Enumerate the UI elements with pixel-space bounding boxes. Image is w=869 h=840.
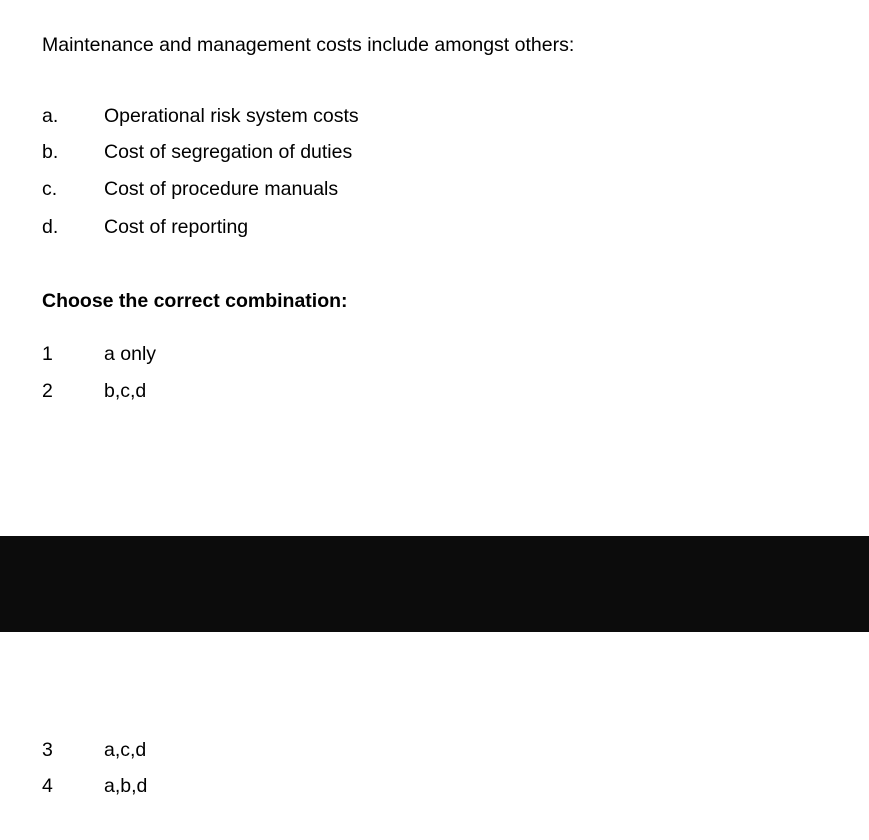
- statement-letter: d.: [42, 216, 59, 238]
- instruction-heading: Choose the correct combination:: [42, 290, 348, 312]
- redaction-band: [0, 536, 869, 632]
- statement-text: Cost of procedure manuals: [104, 178, 339, 200]
- statement-letter: b.: [42, 141, 59, 163]
- statement-text: Cost of segregation of duties: [104, 141, 353, 163]
- option-text: a,b,d: [104, 775, 148, 797]
- option-text: b,c,d: [104, 380, 147, 402]
- option-text: a,c,d: [104, 739, 147, 761]
- option-number: 4: [42, 775, 53, 797]
- option-number: 3: [42, 739, 53, 761]
- statement-text: Operational risk system costs: [104, 105, 359, 127]
- question-stem: Maintenance and management costs include amongst others:: [42, 34, 575, 56]
- statement-text: Cost of reporting: [104, 216, 249, 238]
- option-text: a only: [104, 343, 157, 365]
- statement-letter: c.: [42, 178, 58, 200]
- option-number: 1: [42, 343, 53, 365]
- statement-letter: a.: [42, 105, 59, 127]
- option-number: 2: [42, 380, 53, 402]
